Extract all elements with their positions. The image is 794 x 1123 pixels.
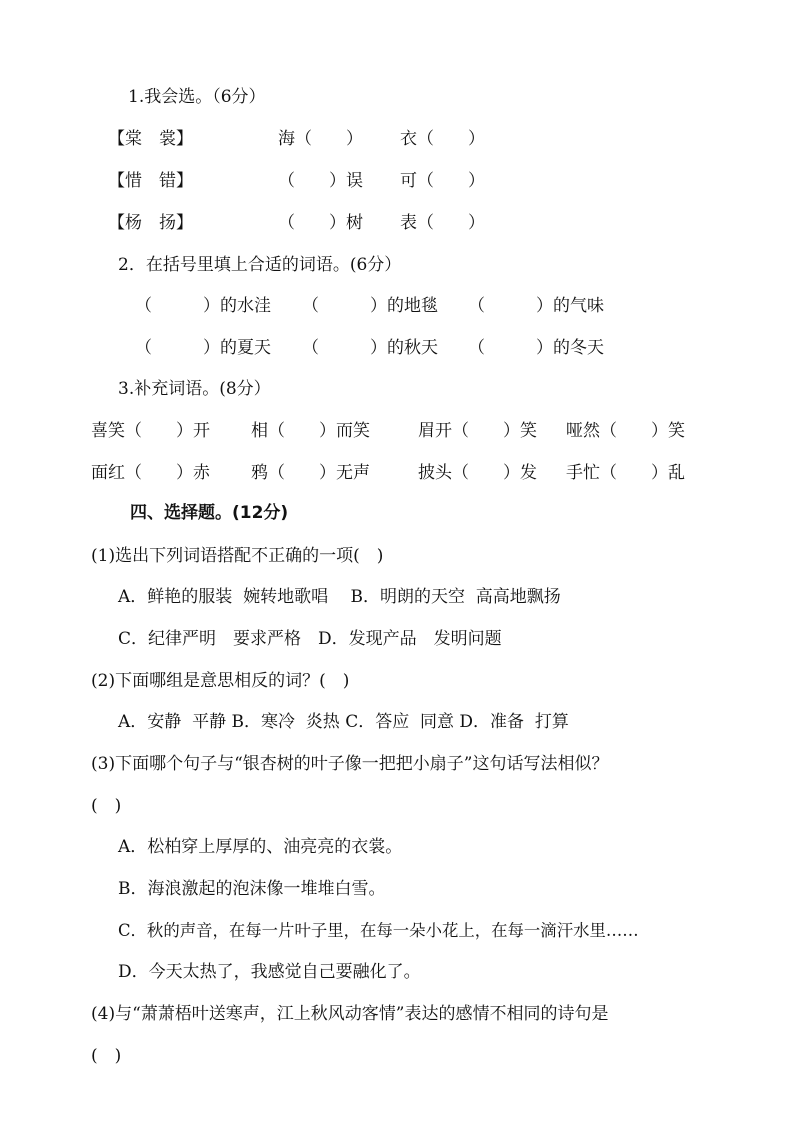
s4-q3-paren: ( ) — [91, 796, 122, 816]
q2-item: （ ）的夏天 — [135, 338, 271, 358]
q1-row2-bracket: 【惜 错】 — [108, 171, 193, 191]
q3-item: 鸦（ ）无声 — [251, 463, 370, 483]
s4-q3-option: B．海浪激起的泡沫像一堆堆白雪。 — [118, 879, 386, 899]
q1-row2-b: 可（ ） — [400, 171, 485, 191]
q3-item: 面红（ ）赤 — [91, 463, 210, 483]
s4-q1-options-line2: C．纪律严明 要求严格 D．发现产品 发明问题 — [118, 629, 502, 649]
q1-row1-b: 衣（ ） — [400, 129, 485, 149]
q3-item: 眉开（ ）笑 — [418, 421, 537, 441]
q1-row3-a: （ ）树 — [278, 213, 363, 233]
s4-q4-paren: ( ) — [91, 1046, 122, 1066]
s4-q3-option: D．今天太热了，我感觉自己要融化了。 — [118, 962, 421, 982]
s4-q3-stem: (3)下面哪个句子与“银杏树的叶子像一把把小扇子”这句话写法相似？ — [91, 754, 609, 774]
q1-title: 1.我会选。（6分） — [128, 87, 266, 107]
q3-item: 喜笑（ ）开 — [91, 421, 210, 441]
q2-item: （ ）的秋天 — [302, 338, 438, 358]
s4-q2-stem: (2)下面哪组是意思相反的词？( ) — [91, 671, 350, 691]
s4-q1-stem: (1)选出下列词语搭配不正确的一项( ) — [91, 546, 384, 566]
q3-item: 相（ ）而笑 — [251, 421, 370, 441]
q1-row3-b: 表（ ） — [400, 213, 485, 233]
s4-q3-option: A．松柏穿上厚厚的、油亮亮的衣裳。 — [118, 837, 403, 857]
q2-title: 2．在括号里填上合适的词语。(6分） — [118, 255, 402, 275]
q1-row3-bracket: 【杨 扬】 — [108, 213, 193, 233]
section4-title: 四、选择题。(12分) — [130, 503, 289, 523]
q3-item: 哑然（ ）笑 — [566, 421, 685, 441]
s4-q2-options: A．安静 平静 B．寒冷 炎热 C．答应 同意 D．准备 打算 — [118, 712, 569, 732]
s4-q4-stem: (4)与“萧萧梧叶送寒声，江上秋风动客情”表达的感情不相同的诗句是 — [91, 1004, 609, 1024]
q3-item: 手忙（ ）乱 — [566, 463, 685, 483]
q2-item: （ ）的气味 — [468, 296, 604, 316]
q1-row2-a: （ ）误 — [278, 171, 363, 191]
q1-row1-a: 海（ ） — [278, 129, 363, 149]
q1-row1-bracket: 【棠 裳】 — [108, 129, 193, 149]
s4-q3-option: C．秋的声音，在每一片叶子里，在每一朵小花上，在每一滴汗水里…… — [118, 921, 639, 940]
q2-item: （ ）的冬天 — [468, 338, 604, 358]
s4-q1-options-line1: A．鲜艳的服装 婉转地歌唱 B．明朗的天空 高高地飘扬 — [118, 587, 561, 607]
q3-item: 披头（ ）发 — [418, 463, 537, 483]
q3-title: 3.补充词语。(8分） — [118, 379, 271, 399]
q2-item: （ ）的地毯 — [302, 296, 438, 316]
q2-item: （ ）的水洼 — [135, 296, 271, 316]
